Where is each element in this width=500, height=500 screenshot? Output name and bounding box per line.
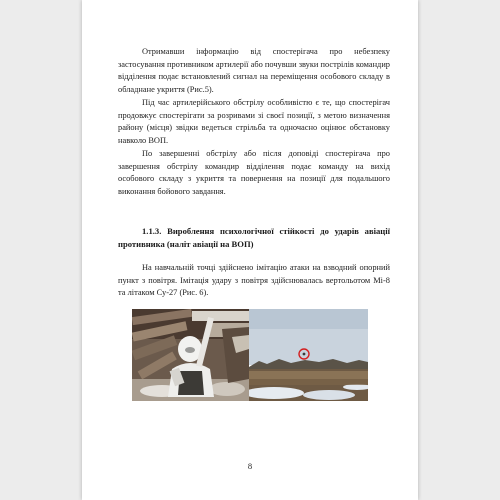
paragraph-3-text: По завершенні обстрілу або після доповіді спостерігача про завершення обстрілу командир відділення подає команду на вихід особового складу з укриття та повернення на позиції для подальшого виконання бойового завдання.: [118, 149, 390, 196]
paragraph-1-text: Отримавши інформацію від спостерігача про небезпеку застосування противником артилерії або почувши звуки пострілів командир відділення подає встановлений сигнал на переміщення особового складу в обладнане укриття (Рис.5).: [118, 47, 390, 94]
paragraph-1: [118, 46, 390, 96]
paragraph-4-text: На навчальній точці здійснено імітацію атаки на взводний опорний пункт з повітря. Імітація удару з повітря здійснювалась вертольотом Мі-8 та літаком Су-27 (Рис. 6).: [118, 263, 390, 298]
page-number: 8: [247, 461, 253, 471]
soldier-trench-photo: [132, 309, 249, 401]
section-heading: 1.1.3. Вироблення психологічної стійкості до ударів авіації противника (наліт авіації на ВОП): [118, 226, 390, 249]
aircraft-field-image: [249, 309, 368, 401]
soldier-trench-image: [132, 309, 249, 401]
aircraft-field-photo: [249, 309, 368, 401]
paragraph-2: [118, 97, 390, 147]
paragraph-3: [118, 148, 390, 198]
document-page: [82, 0, 418, 500]
paragraph-4: [118, 262, 390, 300]
figure-photos: [132, 309, 368, 401]
paragraph-2-text: Під час артилерійського обстрілу особливістю є те, що спостерігач продовжує спостерігати за розривами зі своєї позиції, з метою визначення району (місця) звідки ведеться стрільба та одночасно оцінює обстановку навколо ВОП.: [118, 98, 390, 145]
